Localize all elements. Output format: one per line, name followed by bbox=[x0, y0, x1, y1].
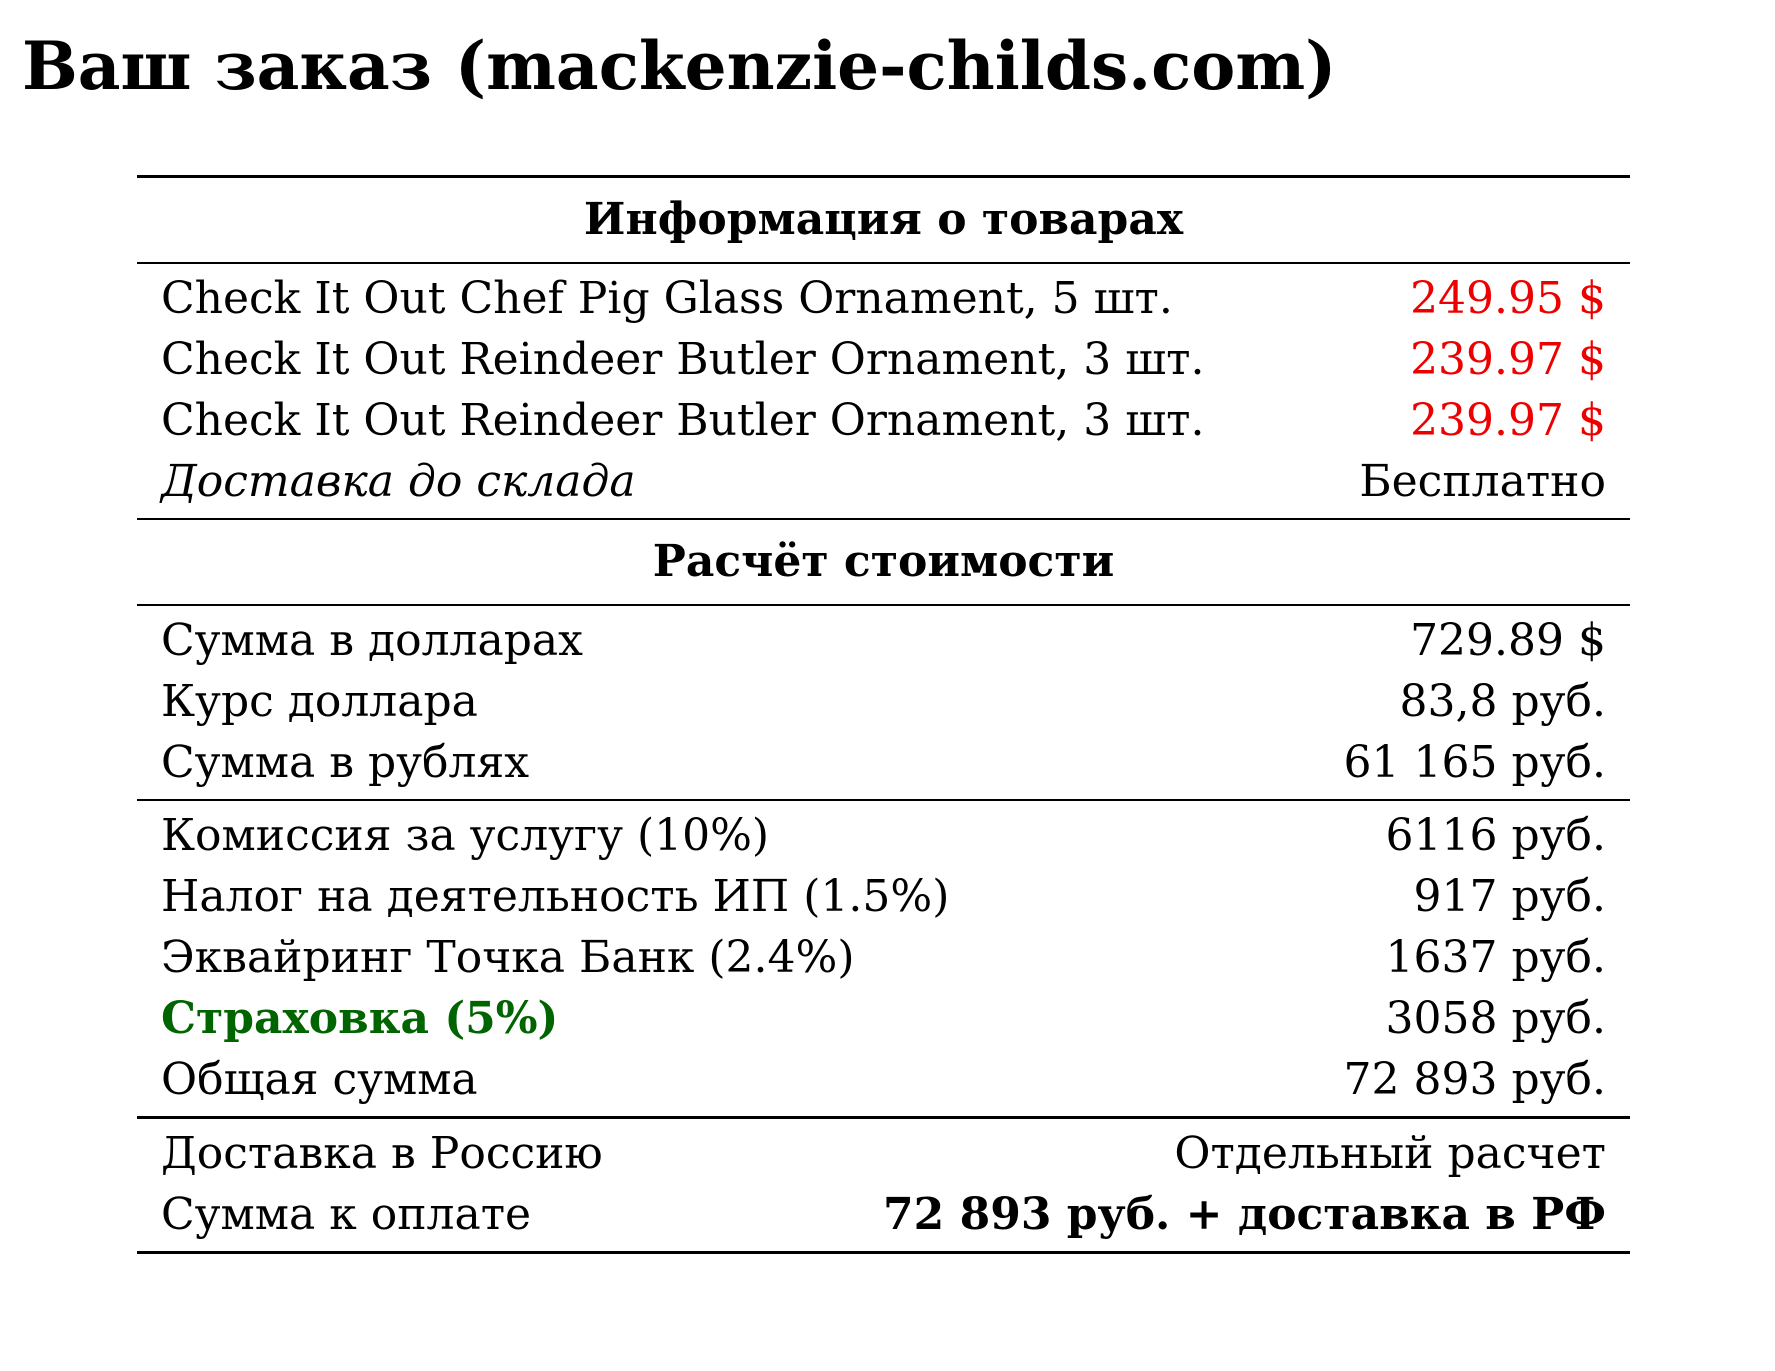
product-name: Check It Out Chef Pig Glass Ornament, 5 шт. bbox=[161, 273, 1173, 324]
fees-list bbox=[137, 801, 1630, 1119]
russia-delivery-value: Отдельный расчет bbox=[1174, 1128, 1606, 1179]
usd-sum-row bbox=[137, 610, 1630, 671]
rub-sum-label: Сумма в рублях bbox=[161, 737, 530, 788]
products-section-header: Информация о товарах bbox=[137, 178, 1630, 264]
product-row bbox=[137, 390, 1630, 451]
usd-sum-label: Сумма в долларах bbox=[161, 615, 583, 666]
page-title: Ваш заказ (mackenzie-childs.com) bbox=[22, 27, 1337, 105]
product-price: 249.95 $ bbox=[1410, 273, 1606, 324]
tax-value: 917 руб. bbox=[1413, 871, 1606, 922]
service-fee-label: Комиссия за услугу (10%) bbox=[161, 810, 770, 861]
product-price: 239.97 $ bbox=[1410, 395, 1606, 446]
product-price: 239.97 $ bbox=[1410, 334, 1606, 385]
total-row bbox=[137, 1049, 1630, 1110]
conversion-list bbox=[137, 606, 1630, 801]
acquiring-value: 1637 руб. bbox=[1385, 932, 1606, 983]
tax-label: Налог на деятельность ИП (1.5%) bbox=[161, 871, 950, 922]
calculation-section-header: Расчёт стоимости bbox=[137, 520, 1630, 606]
rub-sum-value: 61 165 руб. bbox=[1343, 737, 1606, 788]
russia-delivery-label: Доставка в Россию bbox=[161, 1128, 603, 1179]
product-row bbox=[137, 329, 1630, 390]
acquiring-label: Эквайринг Точка Банк (2.4%) bbox=[161, 932, 855, 983]
rub-sum-row bbox=[137, 732, 1630, 793]
products-list bbox=[137, 264, 1630, 520]
order-summary-table bbox=[137, 175, 1630, 1254]
amount-due-label: Сумма к оплате bbox=[161, 1189, 532, 1240]
final-list bbox=[137, 1119, 1630, 1254]
product-row bbox=[137, 268, 1630, 329]
exchange-rate-label: Курс доллара bbox=[161, 676, 478, 727]
service-fee-row bbox=[137, 805, 1630, 866]
amount-due-value: 72 893 руб. + доставка в РФ bbox=[883, 1189, 1606, 1240]
total-label: Общая сумма bbox=[161, 1054, 478, 1105]
russia-delivery-row bbox=[137, 1123, 1630, 1184]
exchange-rate-value: 83,8 руб. bbox=[1399, 676, 1606, 727]
exchange-rate-row bbox=[137, 671, 1630, 732]
warehouse-delivery-value: Бесплатно bbox=[1359, 456, 1606, 507]
product-name: Check It Out Reindeer Butler Ornament, 3 шт. bbox=[161, 334, 1205, 385]
service-fee-value: 6116 руб. bbox=[1385, 810, 1606, 861]
insurance-label: Страховка (5%) bbox=[161, 993, 559, 1044]
insurance-value: 3058 руб. bbox=[1385, 993, 1606, 1044]
insurance-row bbox=[137, 988, 1630, 1049]
usd-sum-value: 729.89 $ bbox=[1410, 615, 1606, 666]
product-name: Check It Out Reindeer Butler Ornament, 3 шт. bbox=[161, 395, 1205, 446]
total-value: 72 893 руб. bbox=[1343, 1054, 1606, 1105]
tax-row bbox=[137, 866, 1630, 927]
acquiring-row bbox=[137, 927, 1630, 988]
warehouse-delivery-label: Доставка до склада bbox=[161, 456, 636, 507]
amount-due-row bbox=[137, 1184, 1630, 1245]
warehouse-delivery-row bbox=[137, 451, 1630, 512]
